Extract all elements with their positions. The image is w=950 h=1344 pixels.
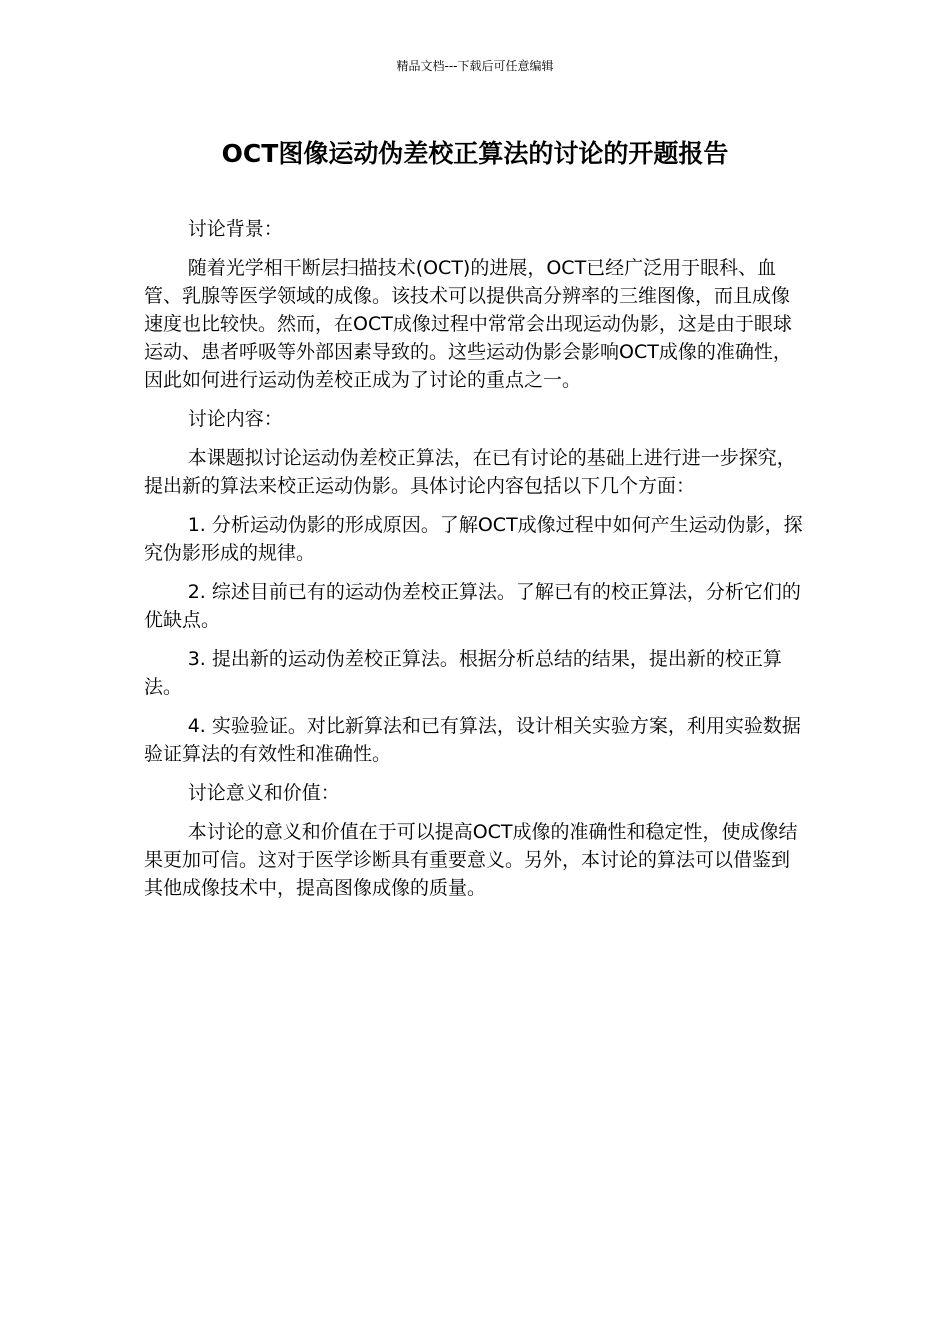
header-note: 精品文档---下载后可任意编辑 [396,59,554,73]
section-heading-significance: 讨论意义和价值： [187,782,340,804]
document-title: OCT图像运动伪差校正算法的讨论的开题报告 [221,139,729,168]
section-heading-content: 讨论内容： [187,408,283,430]
paragraph-significance: 本讨论的意义和价值在于可以提高OCT成像的准确性和稳定性，使成像结果更加可信。这对于医学诊断具有重要意义。另外，本讨论的算法可以借鉴到其他成像技术中，提高图像成像的质量。 [144,821,798,899]
paragraph-background: 随着光学相干断层扫描技术(OCT)的进展，OCT已经广泛用于眼科、血管、乳腺等医学领域的成像。该技术可以提供高分辨率的三维图像，而且成像速度也比较快。然而，在OCT成像过程中常常会出现运动伪影，这是由于眼球运动、患者呼吸等外部因素导致的。这些运动伪影会影响OCT成像的准确性，因此如何进行运动伪差校正成为了讨论的重点之一。 [144,257,792,391]
list-item-2: 2. 综述目前已有的运动伪差校正算法。了解已有的校正算法，分析它们的优缺点。 [144,581,801,631]
document-body [144,215,808,913]
section-heading-background: 讨论背景： [187,218,283,240]
list-item-3: 3. 提出新的运动伪差校正算法。根据分析总结的结果，提出新的校正算法。 [144,648,782,698]
paragraph-content-intro: 本课题拟讨论运动伪差校正算法，在已有讨论的基础上进行进一步探究，提出新的算法来校正运动伪影。具体讨论内容包括以下几个方面： [144,447,796,497]
list-item-4: 4. 实验验证。对比新算法和已有算法，设计相关实验方案，利用实验数据验证算法的有效性和准确性。 [144,715,801,765]
list-item-1: 1. 分析运动伪影的形成原因。了解OCT成像过程中如何产生运动伪影，探究伪影形成的规律。 [144,514,803,564]
